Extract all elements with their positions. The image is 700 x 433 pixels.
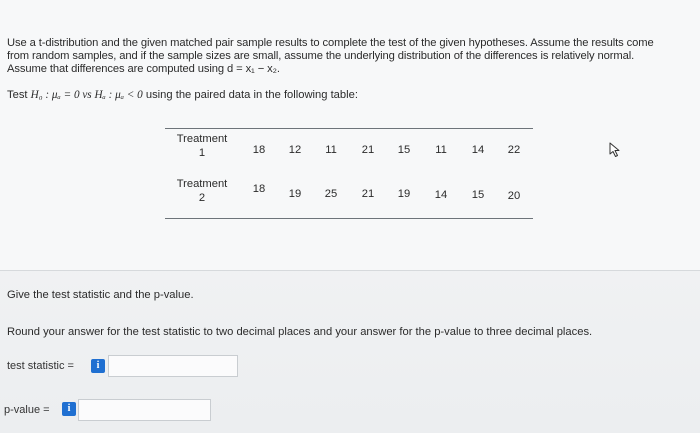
problem-instructions (7, 37, 695, 76)
row-label-treatment-1 (170, 132, 234, 160)
row-label-text: Treatment (176, 133, 228, 145)
hypothesis-formula: H₀ : μₐ = 0 vs Hₐ : μₐ < 0 (30, 89, 143, 101)
hypothesis-prefix: Test (7, 89, 31, 101)
table-top-rule (165, 128, 533, 129)
table-cell: 19 (397, 188, 411, 200)
row-label-number: 1 (198, 147, 206, 159)
section-divider (0, 270, 700, 271)
instruction-line-1: Use a t-distribution and the given matched pair sample results to complete the test of the given hypotheses. Assume the results come (7, 37, 654, 49)
info-icon[interactable]: i (91, 359, 105, 373)
table-bottom-rule (165, 218, 533, 219)
table-cell: 11 (435, 144, 447, 156)
table-cell: 18 (252, 144, 266, 156)
test-statistic-input[interactable] (108, 355, 238, 377)
table-cell: 21 (361, 188, 375, 200)
hypothesis-suffix: using the paired data in the following table: (142, 89, 358, 101)
instruction-line-3: Assume that differences are computed using d = x₁ − x₂. (7, 63, 280, 75)
rounding-instructions: Round your answer for the test statistic to two decimal places and your answer for the p-value to three decimal places. (7, 326, 593, 338)
row-label-treatment-2 (170, 177, 234, 205)
test-statistic-label: test statistic = (7, 360, 74, 372)
instruction-line-2: from random samples, and if the sample sizes are small, assume the underlying distribution of the differences is relatively normal. (7, 50, 635, 62)
mouse-pointer-icon (608, 142, 622, 158)
table-cell: 14 (434, 189, 448, 201)
table-cell: 11 (325, 144, 337, 156)
row-label-text: Treatment (176, 178, 228, 190)
table-cell: 19 (288, 188, 302, 200)
table-cell: 25 (324, 188, 338, 200)
hypothesis-statement (7, 89, 358, 101)
p-value-label: p-value = (4, 404, 50, 416)
table-cell: 15 (471, 189, 485, 201)
table-cell: 21 (361, 144, 375, 156)
table-cell: 15 (397, 144, 411, 156)
table-cell: 18 (252, 183, 266, 195)
table-cell: 14 (471, 144, 485, 156)
table-cell: 20 (507, 190, 521, 202)
table-cell: 12 (288, 144, 302, 156)
info-icon[interactable]: i (62, 402, 76, 416)
row-label-number: 2 (198, 192, 206, 204)
question-prompt: Give the test statistic and the p-value. (7, 289, 194, 301)
p-value-input[interactable] (78, 399, 211, 421)
table-cell: 22 (507, 144, 521, 156)
